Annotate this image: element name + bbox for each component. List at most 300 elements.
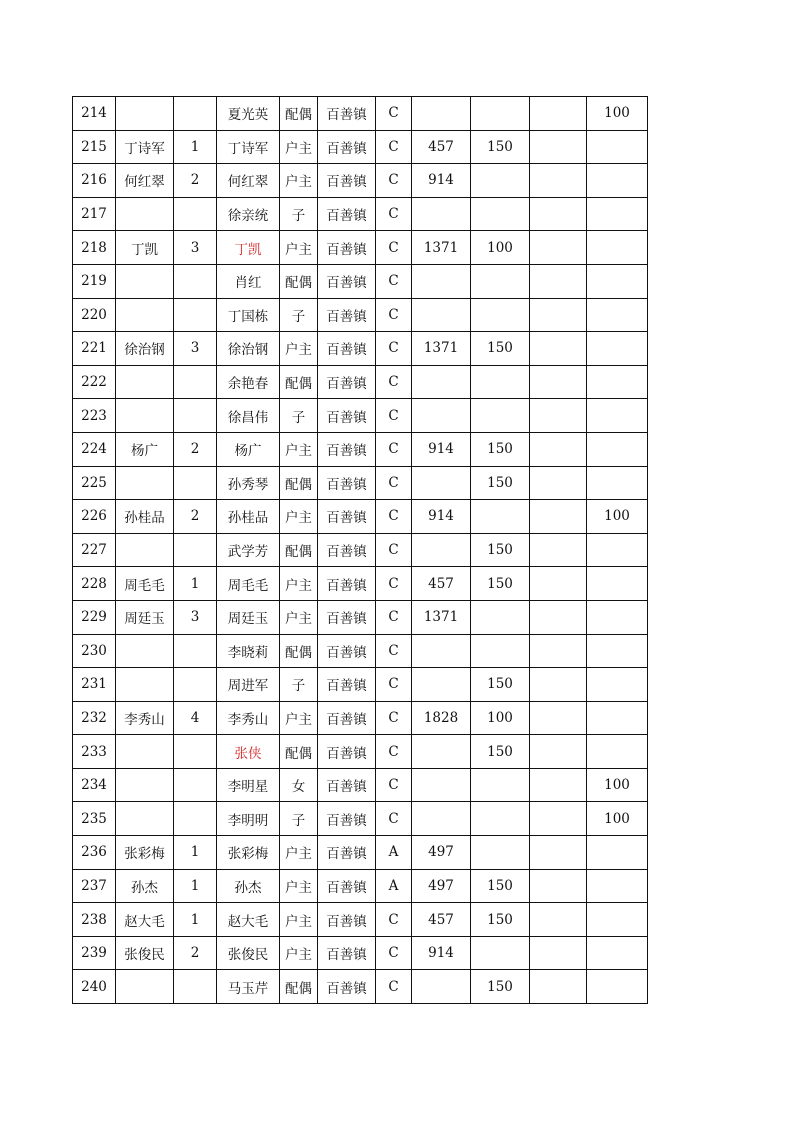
relation-cell: 配偶 <box>280 533 318 567</box>
subsidy-150-cell <box>471 298 530 332</box>
subsidy-100-cell <box>587 298 648 332</box>
member-name-cell: 李晓莉 <box>217 634 280 668</box>
household-size-cell: 3 <box>174 600 217 634</box>
table-row <box>73 869 648 903</box>
relation-cell: 配偶 <box>280 264 318 298</box>
subsidy-150-cell: 150 <box>471 432 530 466</box>
household-size-cell: 3 <box>174 332 217 366</box>
town-cell: 百善镇 <box>318 533 376 567</box>
amount-cell <box>412 365 471 399</box>
subsidy-150-cell <box>471 500 530 534</box>
subsidy-150-cell <box>471 634 530 668</box>
empty-cell <box>530 936 587 970</box>
household-head-cell <box>116 197 174 231</box>
household-head-cell <box>116 533 174 567</box>
row-number-cell: 219 <box>73 264 116 298</box>
grade-cell: C <box>376 567 412 601</box>
subsidy-100-cell: 100 <box>587 768 648 802</box>
subsidy-150-cell: 150 <box>471 970 530 1004</box>
subsidy-100-cell: 100 <box>587 500 648 534</box>
subsidy-150-cell: 150 <box>471 668 530 702</box>
household-head-cell: 孙杰 <box>116 869 174 903</box>
relation-cell: 户主 <box>280 164 318 198</box>
subsidy-150-cell <box>471 600 530 634</box>
household-size-cell: 2 <box>174 432 217 466</box>
member-name-cell: 徐昌伟 <box>217 399 280 433</box>
relation-cell: 子 <box>280 399 318 433</box>
row-number-cell: 227 <box>73 533 116 567</box>
row-number-cell: 240 <box>73 970 116 1004</box>
relation-cell: 配偶 <box>280 466 318 500</box>
subsidy-100-cell <box>587 164 648 198</box>
amount-cell <box>412 399 471 433</box>
row-number-cell: 225 <box>73 466 116 500</box>
subsidy-100-cell <box>587 903 648 937</box>
household-size-cell <box>174 197 217 231</box>
subsidy-100-cell <box>587 735 648 769</box>
household-head-cell <box>116 970 174 1004</box>
household-head-cell: 丁诗军 <box>116 130 174 164</box>
empty-cell <box>530 668 587 702</box>
member-name-cell: 徐亲统 <box>217 197 280 231</box>
amount-cell: 497 <box>412 836 471 870</box>
grade-cell: C <box>376 701 412 735</box>
member-name-cell: 丁凯 <box>217 231 280 265</box>
household-size-cell: 2 <box>174 164 217 198</box>
town-cell: 百善镇 <box>318 869 376 903</box>
empty-cell <box>530 399 587 433</box>
amount-cell <box>412 802 471 836</box>
amount-cell: 1371 <box>412 332 471 366</box>
empty-cell <box>530 735 587 769</box>
amount-cell <box>412 735 471 769</box>
table-row <box>73 432 648 466</box>
row-number-cell: 221 <box>73 332 116 366</box>
household-head-cell <box>116 466 174 500</box>
member-name-cell: 孙秀琴 <box>217 466 280 500</box>
household-head-cell: 徐治钢 <box>116 332 174 366</box>
subsidy-100-cell <box>587 365 648 399</box>
subsidy-100-cell <box>587 533 648 567</box>
grade-cell: C <box>376 332 412 366</box>
member-name-cell: 李明星 <box>217 768 280 802</box>
subsidy-100-cell <box>587 970 648 1004</box>
town-cell: 百善镇 <box>318 97 376 131</box>
relation-cell: 配偶 <box>280 970 318 1004</box>
row-number-cell: 231 <box>73 668 116 702</box>
town-cell: 百善镇 <box>318 768 376 802</box>
relation-cell: 户主 <box>280 600 318 634</box>
member-name-cell: 孙桂品 <box>217 500 280 534</box>
member-name-cell: 赵大毛 <box>217 903 280 937</box>
member-name-cell: 何红翠 <box>217 164 280 198</box>
amount-cell: 914 <box>412 936 471 970</box>
empty-cell <box>530 701 587 735</box>
town-cell: 百善镇 <box>318 164 376 198</box>
subsidy-100-cell: 100 <box>587 802 648 836</box>
table-row <box>73 365 648 399</box>
grade-cell: C <box>376 600 412 634</box>
grade-cell: C <box>376 197 412 231</box>
town-cell: 百善镇 <box>318 600 376 634</box>
subsidy-100-cell <box>587 466 648 500</box>
subsidy-100-cell <box>587 634 648 668</box>
household-size-cell: 3 <box>174 231 217 265</box>
row-number-cell: 224 <box>73 432 116 466</box>
household-head-cell <box>116 264 174 298</box>
member-name-cell: 周毛毛 <box>217 567 280 601</box>
subsidy-150-cell: 150 <box>471 735 530 769</box>
grade-cell: C <box>376 432 412 466</box>
grade-cell: C <box>376 936 412 970</box>
amount-cell: 1371 <box>412 231 471 265</box>
subsidy-100-cell <box>587 869 648 903</box>
household-size-cell: 1 <box>174 903 217 937</box>
subsidy-100-cell <box>587 836 648 870</box>
relation-cell: 户主 <box>280 701 318 735</box>
row-number-cell: 222 <box>73 365 116 399</box>
subsidy-150-cell <box>471 836 530 870</box>
subsidy-100-cell <box>587 668 648 702</box>
subsidy-150-cell <box>471 164 530 198</box>
town-cell: 百善镇 <box>318 970 376 1004</box>
member-name-cell: 孙杰 <box>217 869 280 903</box>
row-number-cell: 215 <box>73 130 116 164</box>
row-number-cell: 235 <box>73 802 116 836</box>
amount-cell: 457 <box>412 130 471 164</box>
row-number-cell: 232 <box>73 701 116 735</box>
row-number-cell: 233 <box>73 735 116 769</box>
town-cell: 百善镇 <box>318 332 376 366</box>
household-size-cell <box>174 802 217 836</box>
subsidy-150-cell <box>471 97 530 131</box>
amount-cell <box>412 264 471 298</box>
town-cell: 百善镇 <box>318 399 376 433</box>
table-row <box>73 164 648 198</box>
table-row <box>73 768 648 802</box>
empty-cell <box>530 533 587 567</box>
grade-cell: C <box>376 903 412 937</box>
amount-cell <box>412 197 471 231</box>
household-head-cell <box>116 802 174 836</box>
relation-cell: 子 <box>280 298 318 332</box>
empty-cell <box>530 768 587 802</box>
town-cell: 百善镇 <box>318 432 376 466</box>
household-head-cell: 孙桂品 <box>116 500 174 534</box>
relation-cell: 子 <box>280 668 318 702</box>
amount-cell <box>412 668 471 702</box>
table-row <box>73 97 648 131</box>
empty-cell <box>530 264 587 298</box>
empty-cell <box>530 836 587 870</box>
relation-cell: 户主 <box>280 130 318 164</box>
grade-cell: C <box>376 365 412 399</box>
subsidy-150-cell <box>471 936 530 970</box>
subsidy-100-cell <box>587 936 648 970</box>
relation-cell: 户主 <box>280 231 318 265</box>
subsidy-100-cell <box>587 567 648 601</box>
town-cell: 百善镇 <box>318 836 376 870</box>
subsidy-150-cell: 150 <box>471 567 530 601</box>
row-number-cell: 214 <box>73 97 116 131</box>
household-head-cell: 周毛毛 <box>116 567 174 601</box>
household-head-cell: 赵大毛 <box>116 903 174 937</box>
grade-cell: C <box>376 399 412 433</box>
row-number-cell: 218 <box>73 231 116 265</box>
household-size-cell: 1 <box>174 869 217 903</box>
table-row <box>73 936 648 970</box>
town-cell: 百善镇 <box>318 231 376 265</box>
relation-cell: 配偶 <box>280 735 318 769</box>
subsidy-100-cell <box>587 600 648 634</box>
member-name-cell: 李明明 <box>217 802 280 836</box>
empty-cell <box>530 332 587 366</box>
household-size-cell <box>174 399 217 433</box>
household-size-cell: 1 <box>174 836 217 870</box>
town-cell: 百善镇 <box>318 735 376 769</box>
subsidy-150-cell <box>471 768 530 802</box>
empty-cell <box>530 802 587 836</box>
subsidy-100-cell: 100 <box>587 97 648 131</box>
subsidy-150-cell <box>471 197 530 231</box>
household-size-cell: 4 <box>174 701 217 735</box>
table-row <box>73 634 648 668</box>
row-number-cell: 228 <box>73 567 116 601</box>
household-size-cell <box>174 533 217 567</box>
relation-cell: 户主 <box>280 567 318 601</box>
table-row <box>73 567 648 601</box>
relation-cell: 户主 <box>280 869 318 903</box>
relation-cell: 户主 <box>280 836 318 870</box>
town-cell: 百善镇 <box>318 701 376 735</box>
subsidy-150-cell <box>471 264 530 298</box>
table-row <box>73 264 648 298</box>
subsidy-150-cell: 100 <box>471 701 530 735</box>
amount-cell: 457 <box>412 903 471 937</box>
empty-cell <box>530 298 587 332</box>
table-row <box>73 332 648 366</box>
relation-cell: 户主 <box>280 432 318 466</box>
amount-cell: 914 <box>412 432 471 466</box>
town-cell: 百善镇 <box>318 466 376 500</box>
table-row <box>73 130 648 164</box>
subsidy-150-cell <box>471 802 530 836</box>
member-name-cell: 张侠 <box>217 735 280 769</box>
empty-cell <box>530 567 587 601</box>
row-number-cell: 238 <box>73 903 116 937</box>
member-name-cell: 周进军 <box>217 668 280 702</box>
empty-cell <box>530 869 587 903</box>
relation-cell: 配偶 <box>280 634 318 668</box>
grade-cell: C <box>376 231 412 265</box>
row-number-cell: 236 <box>73 836 116 870</box>
table-row <box>73 903 648 937</box>
table-row <box>73 399 648 433</box>
row-number-cell: 216 <box>73 164 116 198</box>
household-head-cell <box>116 298 174 332</box>
member-name-cell: 徐治钢 <box>217 332 280 366</box>
grade-cell: C <box>376 533 412 567</box>
grade-cell: C <box>376 768 412 802</box>
relation-cell: 子 <box>280 802 318 836</box>
subsidy-100-cell <box>587 332 648 366</box>
empty-cell <box>530 197 587 231</box>
grade-cell: C <box>376 802 412 836</box>
member-name-cell: 张俊民 <box>217 936 280 970</box>
subsidy-100-cell <box>587 231 648 265</box>
member-name-cell: 肖红 <box>217 264 280 298</box>
amount-cell: 1828 <box>412 701 471 735</box>
row-number-cell: 217 <box>73 197 116 231</box>
table-row <box>73 668 648 702</box>
member-name-cell: 丁诗军 <box>217 130 280 164</box>
amount-cell: 457 <box>412 567 471 601</box>
town-cell: 百善镇 <box>318 567 376 601</box>
amount-cell <box>412 970 471 1004</box>
subsidy-150-cell: 150 <box>471 332 530 366</box>
subsidy-150-cell: 100 <box>471 231 530 265</box>
subsidy-150-cell: 150 <box>471 466 530 500</box>
town-cell: 百善镇 <box>318 500 376 534</box>
grade-cell: C <box>376 97 412 131</box>
household-head-cell: 丁凯 <box>116 231 174 265</box>
grade-cell: C <box>376 164 412 198</box>
subsidy-100-cell <box>587 264 648 298</box>
household-head-cell <box>116 399 174 433</box>
household-head-cell: 张俊民 <box>116 936 174 970</box>
household-head-cell: 李秀山 <box>116 701 174 735</box>
empty-cell <box>530 97 587 131</box>
member-name-cell: 武学芳 <box>217 533 280 567</box>
relation-cell: 女 <box>280 768 318 802</box>
member-name-cell: 杨广 <box>217 432 280 466</box>
household-head-cell: 周廷玉 <box>116 600 174 634</box>
household-head-cell: 杨广 <box>116 432 174 466</box>
empty-cell <box>530 600 587 634</box>
table-row <box>73 500 648 534</box>
grade-cell: C <box>376 264 412 298</box>
subsidy-100-cell <box>587 399 648 433</box>
amount-cell <box>412 634 471 668</box>
grade-cell: A <box>376 836 412 870</box>
member-name-cell: 李秀山 <box>217 701 280 735</box>
empty-cell <box>530 970 587 1004</box>
empty-cell <box>530 231 587 265</box>
amount-cell <box>412 97 471 131</box>
amount-cell <box>412 768 471 802</box>
subsidy-100-cell <box>587 130 648 164</box>
relation-cell: 户主 <box>280 936 318 970</box>
amount-cell: 497 <box>412 869 471 903</box>
table-row <box>73 466 648 500</box>
town-cell: 百善镇 <box>318 197 376 231</box>
town-cell: 百善镇 <box>318 903 376 937</box>
grade-cell: C <box>376 668 412 702</box>
relation-cell: 子 <box>280 197 318 231</box>
household-head-cell: 张彩梅 <box>116 836 174 870</box>
household-head-cell <box>116 668 174 702</box>
subsidy-100-cell <box>587 432 648 466</box>
member-name-cell: 张彩梅 <box>217 836 280 870</box>
relation-cell: 配偶 <box>280 97 318 131</box>
grade-cell: C <box>376 970 412 1004</box>
grade-cell: C <box>376 735 412 769</box>
row-number-cell: 239 <box>73 936 116 970</box>
empty-cell <box>530 164 587 198</box>
household-size-cell <box>174 970 217 1004</box>
table-row <box>73 231 648 265</box>
household-size-cell <box>174 298 217 332</box>
household-size-cell: 1 <box>174 130 217 164</box>
empty-cell <box>530 903 587 937</box>
table-row <box>73 802 648 836</box>
household-size-cell <box>174 466 217 500</box>
amount-cell <box>412 466 471 500</box>
subsidy-150-cell: 150 <box>471 903 530 937</box>
subsidy-150-cell <box>471 365 530 399</box>
grade-cell: A <box>376 869 412 903</box>
row-number-cell: 223 <box>73 399 116 433</box>
table-row <box>73 701 648 735</box>
household-size-cell: 2 <box>174 500 217 534</box>
table-row <box>73 533 648 567</box>
table-row <box>73 600 648 634</box>
household-size-cell <box>174 634 217 668</box>
empty-cell <box>530 634 587 668</box>
member-name-cell: 周廷玉 <box>217 600 280 634</box>
town-cell: 百善镇 <box>318 634 376 668</box>
grade-cell: C <box>376 466 412 500</box>
household-head-cell <box>116 634 174 668</box>
town-cell: 百善镇 <box>318 802 376 836</box>
empty-cell <box>530 130 587 164</box>
amount-cell: 914 <box>412 164 471 198</box>
subsidy-150-cell <box>471 399 530 433</box>
household-head-cell <box>116 97 174 131</box>
household-size-cell <box>174 735 217 769</box>
relation-cell: 户主 <box>280 332 318 366</box>
relation-cell: 配偶 <box>280 365 318 399</box>
member-name-cell: 马玉芹 <box>217 970 280 1004</box>
amount-cell: 1371 <box>412 600 471 634</box>
table-row <box>73 298 648 332</box>
member-name-cell: 余艳春 <box>217 365 280 399</box>
household-head-cell <box>116 365 174 399</box>
subsidy-150-cell: 150 <box>471 130 530 164</box>
household-table <box>72 96 648 1004</box>
subsidy-150-cell: 150 <box>471 869 530 903</box>
row-number-cell: 234 <box>73 768 116 802</box>
row-number-cell: 229 <box>73 600 116 634</box>
town-cell: 百善镇 <box>318 668 376 702</box>
household-size-cell <box>174 668 217 702</box>
town-cell: 百善镇 <box>318 130 376 164</box>
household-size-cell <box>174 768 217 802</box>
grade-cell: C <box>376 500 412 534</box>
row-number-cell: 237 <box>73 869 116 903</box>
table-row <box>73 836 648 870</box>
table-body <box>73 97 648 1004</box>
household-size-cell: 1 <box>174 567 217 601</box>
empty-cell <box>530 500 587 534</box>
grade-cell: C <box>376 130 412 164</box>
household-size-cell <box>174 97 217 131</box>
table-row <box>73 197 648 231</box>
empty-cell <box>530 432 587 466</box>
empty-cell <box>530 466 587 500</box>
household-size-cell <box>174 264 217 298</box>
household-head-cell <box>116 735 174 769</box>
